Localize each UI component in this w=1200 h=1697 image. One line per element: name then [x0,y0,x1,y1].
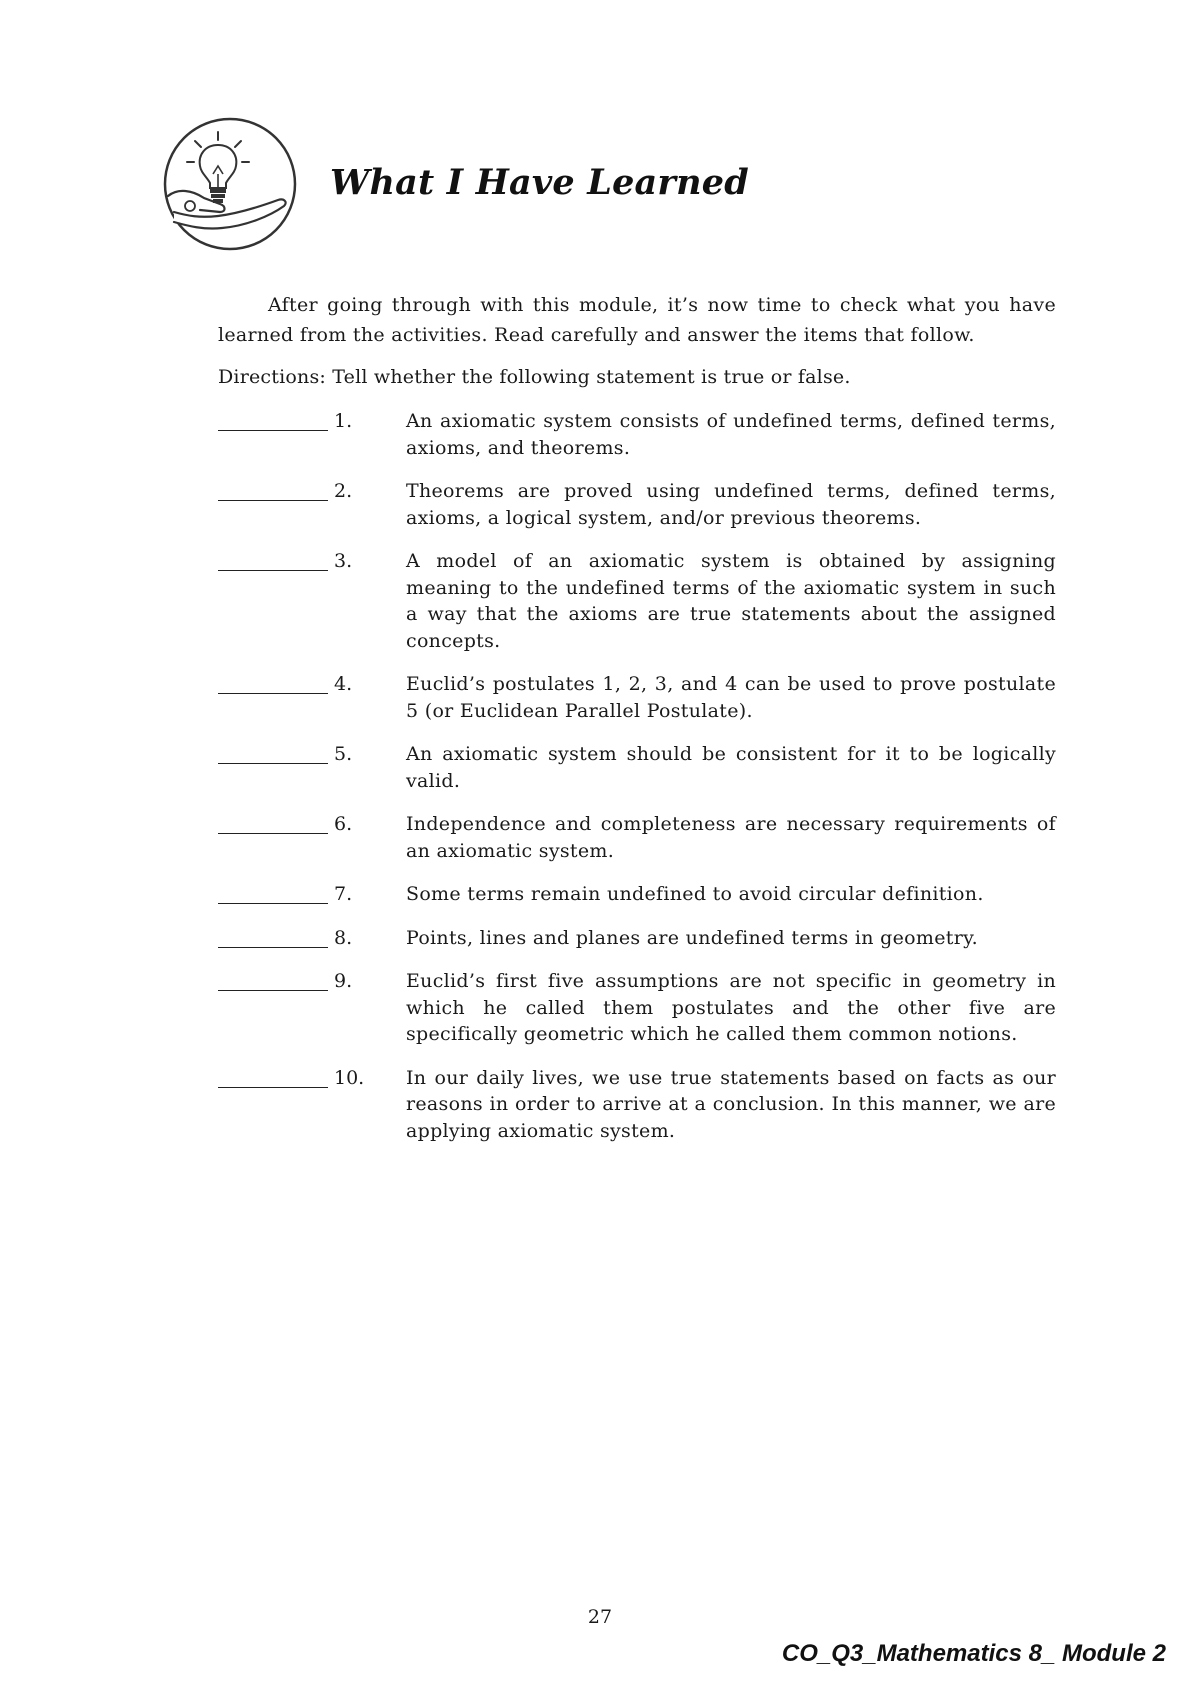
question-text: Some terms remain undefined to avoid circular definition. [406,883,984,905]
question-item [218,881,1056,908]
answer-blank[interactable] [218,480,328,501]
answer-blank[interactable] [218,883,328,904]
question-number: 4. [334,673,353,695]
question-text: Theorems are proved using undefined terms, defined terms, axioms, a logical system, and/or previous theorems. [406,480,1056,529]
question-item [218,548,1056,654]
question-text: A model of an axiomatic system is obtained by assigning meaning to the undefined terms of the axiomatic system in such a way that the axioms are true statements about the assigned concepts. [406,550,1056,652]
question-text: Points, lines and planes are undefined terms in geometry. [406,926,978,949]
question-list [218,408,1056,1144]
question-number: 7. [334,883,353,905]
question-number: 3. [334,550,353,572]
answer-blank[interactable] [218,550,328,571]
content [218,290,1056,1161]
answer-blank[interactable] [218,927,328,948]
question-number: 1. [334,410,353,432]
directions: Directions: Tell whether the following statement is true or false. [218,366,851,388]
answer-blank[interactable] [218,1067,328,1088]
question-text: Euclid’s postulates 1, 2, 3, and 4 can be used to prove postulate 5 (or Euclidean Parallel Postulate). [406,673,1056,722]
answer-blank[interactable] [218,743,328,764]
page-number: 27 [587,1606,613,1628]
question-item [218,408,1056,461]
answer-blank[interactable] [218,970,328,991]
answer-blank[interactable] [218,673,328,694]
question-text: Independence and completeness are necessary requirements of an axiomatic system. [406,813,1056,862]
answer-blank[interactable] [218,410,328,431]
question-number: 10. [334,1066,365,1089]
question-text: Euclid’s first five assumptions are not specific in geometry in which he called them postulates and the other five are specifically geometric which he called them common notions. [406,970,1056,1045]
question-item [218,741,1056,794]
question-text: In our daily lives, we use true statements based on facts as our reasons in order to arrive at a conclusion. In this manner, we are applying axiomatic system. [406,1066,1056,1142]
intro-paragraph: After going through with this module, it’s now time to check what you have learned from the activities. Read carefully and answer the items that follow. [218,294,1056,346]
question-text: An axiomatic system consists of undefined terms, defined terms, axioms, and theorems. [406,410,1056,459]
question-number: 2. [334,480,353,502]
question-number: 5. [334,743,353,765]
module-code: CO_Q3_Mathematics 8_ Module 2 [781,1640,1166,1667]
question-item [218,968,1056,1048]
question-item [218,478,1056,531]
question-number: 9. [334,970,353,992]
question-text: An axiomatic system should be consistent for it to be logically valid. [406,743,1056,792]
answer-blank[interactable] [218,813,328,834]
section-header [160,114,960,264]
lightbulb-hand-icon [160,114,300,254]
question-item [218,671,1056,724]
question-number: 6. [334,813,353,835]
question-item [218,1065,1056,1145]
section-title: What I Have Learned [330,162,749,203]
question-item [218,925,1056,952]
question-item [218,811,1056,864]
question-number: 8. [334,926,353,949]
